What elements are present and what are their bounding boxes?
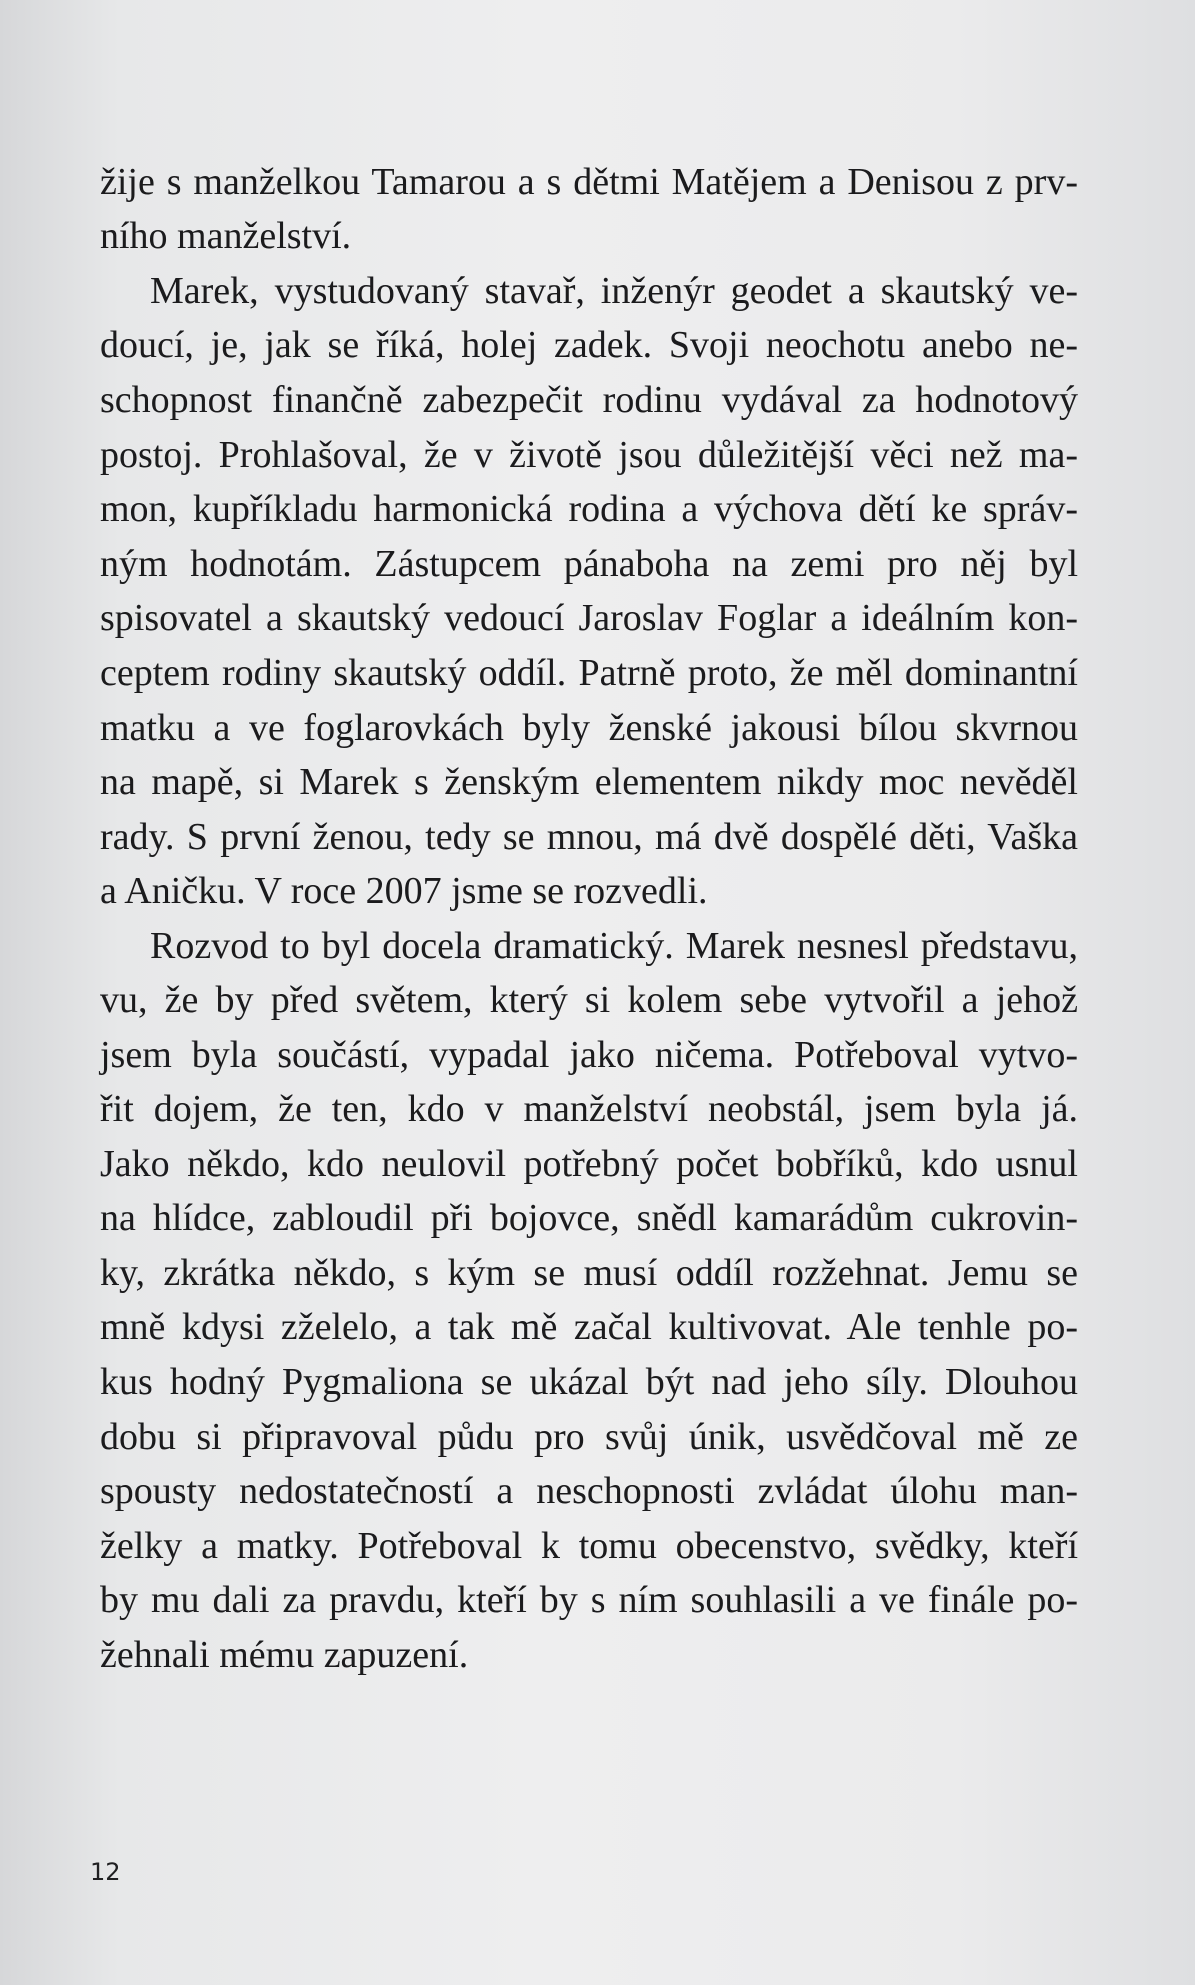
text-line-25: spousty nedostatečností a neschopnosti zvládat úlohu man- <box>100 1470 1078 1512</box>
text-line-16: vu, že by před světem, který si kolem sebe vytvořil a jehož <box>100 979 1078 1021</box>
text-line-14: a Aničku. V roce 2007 jsme se rozvedli. <box>100 870 708 912</box>
text-line-3: Marek, vystudovaný stavař, inženýr geodet a skautský ve- <box>150 270 1078 312</box>
page-number: 12 <box>90 1858 121 1886</box>
text-line-26: želky a matky. Potřeboval k tomu obecenstvo, svědky, kteří <box>100 1525 1078 1567</box>
text-line-15: Rozvod to byl docela dramatický. Marek nesnesl představu, <box>150 925 1078 967</box>
text-line-2: ního manželství. <box>100 215 352 257</box>
text-line-12: na mapě, si Marek s ženským elementem nikdy moc nevěděl <box>100 761 1078 803</box>
text-line-11: matku a ve foglarovkách byly ženské jakousi bílou skvrnou <box>100 707 1078 749</box>
text-line-21: ky, zkrátka někdo, s kým se musí oddíl rozžehnat. Jemu se <box>100 1252 1078 1294</box>
text-line-13: rady. S první ženou, tedy se mnou, má dvě dospělé děti, Vaška <box>100 816 1078 858</box>
text-line-7: mon, kupříkladu harmonická rodina a výchova dětí ke správ- <box>100 488 1078 530</box>
text-line-1: žije s manželkou Tamarou a s dětmi Matějem a Denisou z prv- <box>100 161 1078 203</box>
text-line-20: na hlídce, zabloudil při bojovce, snědl kamarádům cukrovin- <box>100 1197 1078 1239</box>
text-line-5: schopnost finančně zabezpečit rodinu vydával za hodnotový <box>100 379 1078 421</box>
text-line-22: mně kdysi zželelo, a tak mě začal kultivovat. Ale tenhle po- <box>100 1306 1078 1348</box>
text-line-24: dobu si připravoval půdu pro svůj únik, usvědčoval mě ze <box>100 1416 1078 1458</box>
text-line-6: postoj. Prohlašoval, že v životě jsou důležitější věci než ma- <box>100 434 1078 476</box>
text-line-28: žehnali mému zapuzení. <box>100 1634 469 1676</box>
text-line-10: ceptem rodiny skautský oddíl. Patrně proto, že měl dominantní <box>100 652 1078 694</box>
text-line-23: kus hodný Pygmaliona se ukázal být nad jeho síly. Dlouhou <box>100 1361 1078 1403</box>
text-line-27: by mu dali za pravdu, kteří by s ním souhlasili a ve finále po- <box>100 1579 1078 1621</box>
text-line-9: spisovatel a skautský vedoucí Jaroslav Foglar a ideálním kon- <box>100 597 1078 639</box>
text-line-8: ným hodnotám. Zástupcem pánaboha na zemi pro něj byl <box>100 543 1078 585</box>
text-line-19: Jako někdo, kdo neulovil potřebný počet bobříků, kdo usnul <box>100 1143 1078 1185</box>
text-line-17: jsem byla součástí, vypadal jako ničema. Potřeboval vytvo- <box>100 1034 1078 1076</box>
text-line-18: řit dojem, že ten, kdo v manželství neobstál, jsem byla já. <box>100 1088 1078 1130</box>
text-line-4: doucí, je, jak se říká, holej zadek. Svoji neochotu anebo ne- <box>100 324 1078 366</box>
